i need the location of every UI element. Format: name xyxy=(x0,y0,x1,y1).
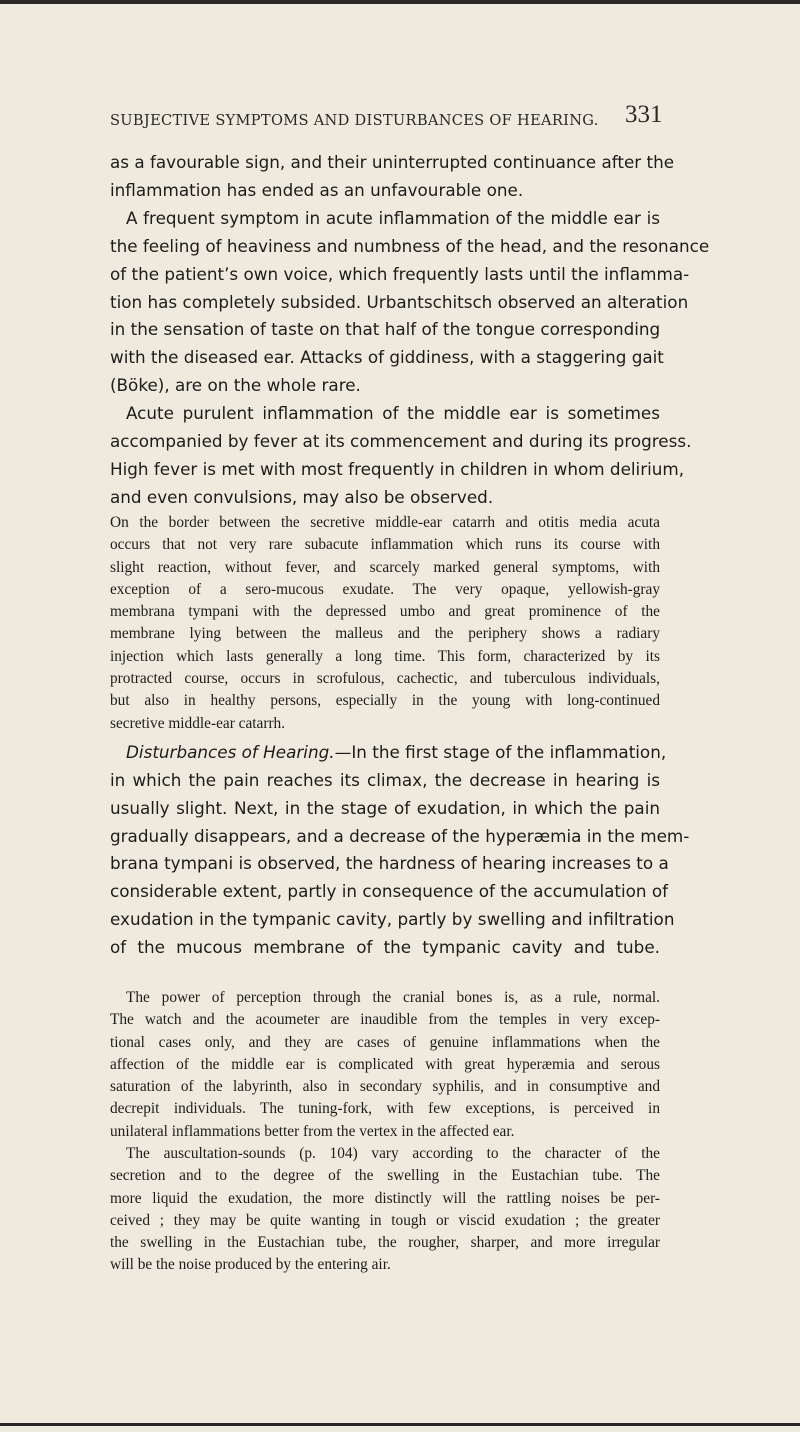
text-line: brana tympani is observed, the hardness of hearing increases to a xyxy=(110,853,669,874)
text-line: the feeling of heaviness and numbness of the head, and the resonance xyxy=(110,235,710,256)
text-line: will be the noise produced by the entering air. xyxy=(110,1256,391,1274)
running-title: SUBJECTIVE SYMPTOMS AND DISTURBANCES OF HEARING. xyxy=(110,112,599,129)
text-line: The power of perception through the cranial bones is, as a rule, normal. xyxy=(126,989,660,1006)
section-lead-italic: Disturbances of Hearing. xyxy=(126,742,335,762)
paragraph-3 xyxy=(110,400,692,511)
text-line xyxy=(110,739,667,767)
text-line: membrane lying between the malleus and the periphery shows a radiary xyxy=(110,625,660,643)
page-number: 331 xyxy=(625,101,663,128)
text-line: secretion and to the degree of the swelling in the Eustachian tube. The xyxy=(110,1167,660,1185)
text-line: of the patient’s own voice, which frequently lasts until the inflamma- xyxy=(110,263,690,284)
text-line: The auscultation-sounds (p. 104) vary according to the character of the xyxy=(126,1145,660,1162)
text-line: slight reaction, without fever, and scarcely marked general symptoms, with xyxy=(110,558,660,576)
text-line: and even convulsions, may also be observed. xyxy=(110,486,494,507)
text-line: unilateral inflammations better from the vertex in the affected ear. xyxy=(110,1122,515,1140)
paragraph-1 xyxy=(110,149,675,205)
paragraph-6-fine-print xyxy=(110,987,660,1143)
text-line: protracted course, occurs in scrofulous, cachectic, and tuberculous individuals, xyxy=(110,670,660,688)
text-line: tion has completely subsided. Urbantschitsch observed an alteration xyxy=(110,291,689,312)
text-line: inflammation has ended as an unfavourable one. xyxy=(110,179,524,200)
top-edge-rule xyxy=(0,0,800,4)
text-line: in the sensation of taste on that half of the tongue corresponding xyxy=(110,319,661,340)
text-line: membrana tympani with the depressed umbo and great prominence of the xyxy=(110,603,660,621)
text-line: ceived ; they may be quite wanting in tough or viscid exudation ; the greater xyxy=(110,1211,660,1229)
text-line: as a favourable sign, and their uninterrupted continuance after the xyxy=(110,152,675,172)
text-line: tional cases only, and they are cases of genuine inflammations when the xyxy=(110,1033,660,1051)
bottom-edge-rule xyxy=(0,1423,800,1426)
text-line: accompanied by fever at its commencement and during its progress. xyxy=(110,430,692,451)
text-line: but also in healthy persons, especially in the young with long-continued xyxy=(110,692,660,710)
paragraph-7-fine-print xyxy=(110,1143,660,1277)
text-line: The watch and the acoumeter are inaudible from the temples in very excep- xyxy=(110,1011,660,1029)
text-line: gradually disappears, and a decrease of the hyperæmia in the mem- xyxy=(110,825,690,846)
text-line: exudation in the tympanic cavity, partly by swelling and infiltration xyxy=(110,909,675,930)
text-line: High fever is met with most frequently in children in whom delirium, xyxy=(110,458,685,479)
paragraph-4-fine-print xyxy=(110,512,660,735)
text-line: exception of a sero-mucous exudate. The very opaque, yellowish-gray xyxy=(110,580,660,598)
text-line: of the mucous membrane of the tympanic cavity and tube. xyxy=(110,936,660,957)
text-line: more liquid the exudation, the more distinctly will the rattling noises be per- xyxy=(110,1189,660,1207)
text-line: with the diseased ear. Attacks of giddiness, with a staggering gait xyxy=(110,347,664,368)
text-line: in which the pain reaches its climax, the decrease in hearing is xyxy=(110,769,660,790)
text-line-rest: —In the first stage of the inflammation, xyxy=(334,742,667,762)
text-line: considerable extent, partly in consequence of the accumulation of xyxy=(110,881,669,902)
paragraph-5-disturbances-of-hearing xyxy=(110,739,690,962)
text-line: injection which lasts generally a long time. This form, characterized by its xyxy=(110,647,660,665)
text-line: On the border between the secretive middle-ear catarrh and otitis media acuta xyxy=(110,514,660,531)
text-line: affection of the middle ear is complicated with great hyperæmia and serous xyxy=(110,1055,660,1073)
paragraph-2 xyxy=(110,205,710,400)
text-line: saturation of the labyrinth, also in secondary syphilis, and in consumptive and xyxy=(110,1078,660,1096)
text-line: Acute purulent inflammation of the middle ear is sometimes xyxy=(126,403,660,423)
text-line: decrepit individuals. The tuning-fork, with few exceptions, is perceived in xyxy=(110,1100,660,1118)
text-line: occurs that not very rare subacute inflammation which runs its course with xyxy=(110,536,660,554)
text-line: the swelling in the Eustachian tube, the rougher, sharper, and more irregular xyxy=(110,1234,660,1252)
text-line: A frequent symptom in acute inflammation of the middle ear is xyxy=(126,208,660,228)
text-line: (Böke), are on the whole rare. xyxy=(110,375,361,396)
text-line: secretive middle-ear catarrh. xyxy=(110,714,286,732)
text-line: usually slight. Next, in the stage of exudation, in which the pain xyxy=(110,797,660,818)
running-header xyxy=(110,112,658,129)
